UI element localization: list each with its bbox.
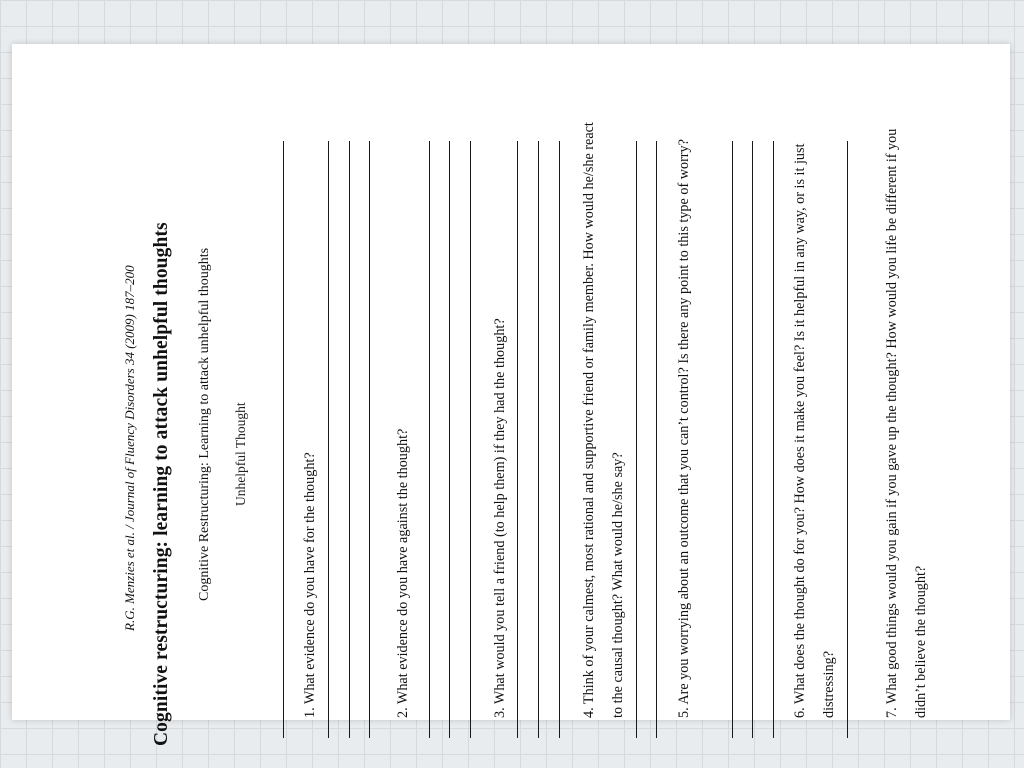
worksheet-page-continued: [104, 106, 862, 746]
slide: [12, 44, 1010, 746]
unhelpful-thought-label: Unhelpful Thought: [233, 402, 248, 506]
worksheet-heading: Cognitive restructuring: learning to attack unhelpful thoughts: [151, 222, 172, 746]
answer-line: [847, 141, 848, 738]
question-7: 7. What good things would you gain if you gave up the thought? How would you life be different if you didn’t believe the thought?: [884, 128, 929, 718]
worksheet-subtitle: Cognitive Restructuring: Learning to attack unhelpful thoughts: [197, 247, 212, 601]
question-6: 6. What does the thought do for you? How does it make you feel? Is it helpful in any way, or is it just distressing?: [792, 143, 837, 718]
journal-reference: R.G. Menzies et al. / Journal of Fluency Disorders 34 (2009) 187–200: [122, 265, 137, 631]
question-2: 2. What evidence do you have against the thought?: [395, 428, 411, 718]
question-3: 3. What would you tell a friend (to help them) if they had the thought?: [492, 318, 508, 718]
question-1: 1. What evidence do you have for the thought?: [302, 452, 318, 718]
question-4: 4. Think of your calmest, most rational and supportive friend or family member. How would he/she react to the causal thought? What would he/she say?: [581, 122, 626, 718]
question-5: 5. Are you worrying about an outcome that you can’t control? Is there any point to this type of worry?: [676, 139, 692, 718]
